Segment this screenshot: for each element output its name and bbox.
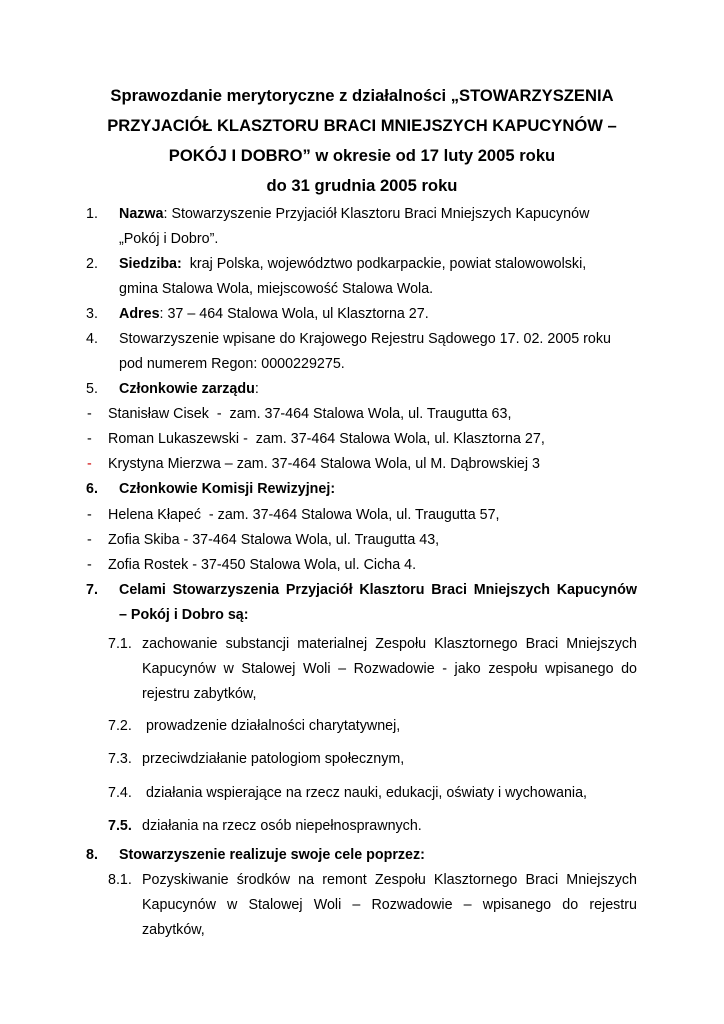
item-4-number: 4. [86,331,98,347]
item-1-label: Nazwa [119,206,164,222]
goal-7-1-line-2: Kapucynów w Stalowej Woli – Rozwadowie - jako zespołu wpisanego do [142,661,637,677]
audit-member-2-dash: - [87,532,92,548]
goal-7-2-text: prowadzenie działalności charytatywnej, [142,718,401,734]
item-5-text [119,380,259,398]
means-8-1-line-3: zabytków, [142,922,205,938]
item-1-continuation: „Pokój i Dobro”. [119,231,219,247]
document-title-line-1: Sprawozdanie merytoryczne z działalności „STOWARZYSZENIA [110,86,614,105]
board-member-3: Krystyna Mierzwa – zam. 37-464 Stalowa Wola, ul M. Dąbrowskiej 3 [108,456,540,472]
item-5-number: 5. [86,381,98,397]
item-2-number: 2. [86,256,98,272]
item-7-line-2: – Pokój i Dobro są: [119,607,249,623]
means-8-1-line-1: Pozyskiwanie środków na remont Zespołu Klasztornego Braci Mniejszych [142,872,637,888]
board-member-1-dash: - [87,406,92,422]
item-2-text [119,255,586,273]
means-8-1-line-2: Kapucynów w Stalowej Woli – Rozwadowie – wpisanego do rejestru [142,897,637,913]
goal-7-1-line-3: rejestru zabytków, [142,686,257,702]
audit-member-2: Zofia Skiba - 37-464 Stalowa Wola, ul. Traugutta 43, [108,532,440,548]
goal-7-5-number: 7.5. [108,818,132,834]
item-4-text: Stowarzyszenie wpisane do Krajowego Rejestru Sądowego 17. 02. 2005 roku [119,331,611,347]
board-member-2: Roman Lukaszewski - zam. 37-464 Stalowa Wola, ul. Klasztorna 27, [108,431,545,447]
item-3-text [119,305,429,323]
item-3-number: 3. [86,306,98,322]
audit-member-1: Helena Kłapeć - zam. 37-464 Stalowa Wola, ul. Traugutta 57, [108,507,500,523]
goal-7-2-number: 7.2. [108,718,132,734]
audit-member-3: Zofia Rostek - 37-450 Stalowa Wola, ul. Cicha 4. [108,557,417,573]
item-6-label: Członkowie Komisji Rewizyjnej: [119,481,336,497]
item-3-label: Adres [119,306,160,322]
goal-7-3-number: 7.3. [108,751,132,767]
board-member-2-dash: - [87,431,92,447]
item-8-label: Stowarzyszenie realizuje swoje cele poprzez: [119,847,425,863]
item-5-colon: : [254,381,259,397]
goal-7-3-text: przeciwdziałanie patologiom społecznym, [142,751,405,767]
document-title-line-2: PRZYJACIÓŁ KLASZTORU BRACI MNIEJSZYCH KAPUCYNÓW – [107,116,617,135]
board-member-3-dash: - [87,456,92,472]
item-5-label: Członkowie zarządu [119,381,255,397]
document-title-line-3: POKÓJ I DOBRO” w okresie od 17 luty 2005 roku [168,146,556,165]
item-7-number: 7. [86,582,98,598]
goal-7-4-text: działania wspierające na rzecz nauki, edukacji, oświaty i wychowania, [142,785,588,801]
audit-member-3-dash: - [87,557,92,573]
document-title-line-4: do 31 grudnia 2005 roku [266,176,458,195]
item-3-value: : 37 – 464 Stalowa Wola, ul Klasztorna 27. [159,306,429,322]
item-2-label: Siedziba: [119,256,182,272]
item-6-number: 6. [86,481,98,497]
item-2-value: kraj Polska, województwo podkarpackie, powiat stalowowolski, [181,256,587,272]
goal-7-1-line-1: zachowanie substancji materialnej Zespołu Klasztornego Braci Mniejszych [142,636,637,652]
item-4-continuation: pod numerem Regon: 0000229275. [119,356,345,372]
audit-member-1-dash: - [87,507,92,523]
item-8-number: 8. [86,847,98,863]
means-8-1-number: 8.1. [108,872,132,888]
item-1-number: 1. [86,206,98,222]
item-1-text [119,205,589,223]
board-member-1: Stanisław Cisek - zam. 37-464 Stalowa Wola, ul. Traugutta 63, [108,406,512,422]
goal-7-5-text: działania na rzecz osób niepełnosprawnych. [142,818,422,834]
item-2-continuation: gmina Stalowa Wola, miejscowość Stalowa Wola. [119,281,434,297]
item-1-value: : Stowarzyszenie Przyjaciół Klasztoru Braci Mniejszych Kapucynów [163,206,590,222]
goal-7-1-number: 7.1. [108,636,132,652]
item-7-line-1: Celami Stowarzyszenia Przyjaciół Klasztoru Braci Mniejszych Kapucynów [119,582,637,598]
goal-7-4-number: 7.4. [108,785,132,801]
